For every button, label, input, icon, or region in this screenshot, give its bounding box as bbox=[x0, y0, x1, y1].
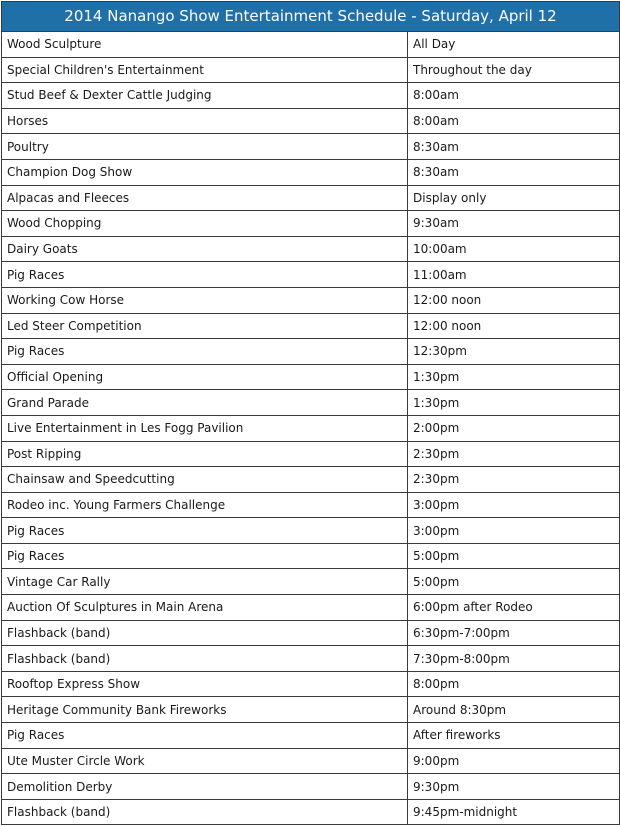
table-row bbox=[2, 57, 619, 83]
table-row bbox=[2, 441, 619, 467]
table-row bbox=[2, 313, 619, 339]
schedule-rows bbox=[2, 32, 619, 824]
schedule-table bbox=[2, 32, 619, 824]
event-cell: Rodeo inc. Young Farmers Challenge bbox=[2, 492, 408, 518]
time-cell: 9:45pm-midnight bbox=[408, 799, 620, 824]
time-cell: 3:00pm bbox=[408, 518, 620, 544]
table-row bbox=[2, 108, 619, 134]
event-cell: Stud Beef & Dexter Cattle Judging bbox=[2, 83, 408, 109]
event-cell: Alpacas and Fleeces bbox=[2, 185, 408, 211]
table-row bbox=[2, 83, 619, 109]
event-cell: Flashback (band) bbox=[2, 620, 408, 646]
time-cell: Around 8:30pm bbox=[408, 697, 620, 723]
event-cell: Pig Races bbox=[2, 543, 408, 569]
event-cell: Heritage Community Bank Fireworks bbox=[2, 697, 408, 723]
time-cell: After fireworks bbox=[408, 723, 620, 749]
time-cell: Display only bbox=[408, 185, 620, 211]
event-cell: Ute Muster Circle Work bbox=[2, 748, 408, 774]
table-row bbox=[2, 364, 619, 390]
table-row bbox=[2, 543, 619, 569]
table-row bbox=[2, 518, 619, 544]
table-row bbox=[2, 287, 619, 313]
event-cell: Horses bbox=[2, 108, 408, 134]
time-cell: 2:30pm bbox=[408, 467, 620, 493]
time-cell: 8:30am bbox=[408, 159, 620, 185]
time-cell: 9:00pm bbox=[408, 748, 620, 774]
event-cell: Post Ripping bbox=[2, 441, 408, 467]
event-cell: Special Children's Entertainment bbox=[2, 57, 408, 83]
time-cell: 12:00 noon bbox=[408, 313, 620, 339]
table-row bbox=[2, 620, 619, 646]
table-row bbox=[2, 697, 619, 723]
table-row bbox=[2, 134, 619, 160]
event-cell: Wood Chopping bbox=[2, 211, 408, 237]
event-cell: Led Steer Competition bbox=[2, 313, 408, 339]
table-row bbox=[2, 799, 619, 824]
table-row bbox=[2, 492, 619, 518]
table-row bbox=[2, 723, 619, 749]
table-row bbox=[2, 671, 619, 697]
time-cell: Throughout the day bbox=[408, 57, 620, 83]
table-row bbox=[2, 748, 619, 774]
event-cell: Flashback (band) bbox=[2, 799, 408, 824]
table-row bbox=[2, 390, 619, 416]
event-cell: Vintage Car Rally bbox=[2, 569, 408, 595]
time-cell: 12:00 noon bbox=[408, 287, 620, 313]
time-cell: 12:30pm bbox=[408, 339, 620, 365]
event-cell: Pig Races bbox=[2, 723, 408, 749]
time-cell: 8:00am bbox=[408, 108, 620, 134]
table-row bbox=[2, 339, 619, 365]
event-cell: Demolition Derby bbox=[2, 774, 408, 800]
time-cell: 5:00pm bbox=[408, 543, 620, 569]
event-cell: Grand Parade bbox=[2, 390, 408, 416]
event-cell: Champion Dog Show bbox=[2, 159, 408, 185]
time-cell: 6:30pm-7:00pm bbox=[408, 620, 620, 646]
time-cell: 9:30am bbox=[408, 211, 620, 237]
table-row bbox=[2, 159, 619, 185]
event-cell: Pig Races bbox=[2, 518, 408, 544]
table-row bbox=[2, 415, 619, 441]
event-cell: Chainsaw and Speedcutting bbox=[2, 467, 408, 493]
time-cell: 2:30pm bbox=[408, 441, 620, 467]
table-row bbox=[2, 32, 619, 57]
schedule-table-container bbox=[1, 1, 620, 825]
table-row bbox=[2, 211, 619, 237]
event-cell: Pig Races bbox=[2, 262, 408, 288]
time-cell: 8:00am bbox=[408, 83, 620, 109]
table-row bbox=[2, 236, 619, 262]
event-cell: Dairy Goats bbox=[2, 236, 408, 262]
time-cell: 8:00pm bbox=[408, 671, 620, 697]
table-row bbox=[2, 646, 619, 672]
event-cell: Official Opening bbox=[2, 364, 408, 390]
event-cell: Pig Races bbox=[2, 339, 408, 365]
event-cell: Auction Of Sculptures in Main Arena bbox=[2, 595, 408, 621]
event-cell: Wood Sculpture bbox=[2, 32, 408, 57]
event-cell: Flashback (band) bbox=[2, 646, 408, 672]
table-row bbox=[2, 774, 619, 800]
table-row bbox=[2, 185, 619, 211]
time-cell: 6:00pm after Rodeo bbox=[408, 595, 620, 621]
time-cell: 10:00am bbox=[408, 236, 620, 262]
table-row bbox=[2, 595, 619, 621]
time-cell: 9:30pm bbox=[408, 774, 620, 800]
table-row bbox=[2, 467, 619, 493]
event-cell: Rooftop Express Show bbox=[2, 671, 408, 697]
table-row bbox=[2, 569, 619, 595]
time-cell: 1:30pm bbox=[408, 390, 620, 416]
schedule-title: 2014 Nanango Show Entertainment Schedule - Saturday, April 12 bbox=[2, 2, 619, 32]
time-cell: 7:30pm-8:00pm bbox=[408, 646, 620, 672]
event-cell: Poultry bbox=[2, 134, 408, 160]
event-cell: Live Entertainment in Les Fogg Pavilion bbox=[2, 415, 408, 441]
time-cell: 3:00pm bbox=[408, 492, 620, 518]
time-cell: 1:30pm bbox=[408, 364, 620, 390]
time-cell: 2:00pm bbox=[408, 415, 620, 441]
event-cell: Working Cow Horse bbox=[2, 287, 408, 313]
time-cell: 8:30am bbox=[408, 134, 620, 160]
time-cell: 5:00pm bbox=[408, 569, 620, 595]
time-cell: 11:00am bbox=[408, 262, 620, 288]
table-row bbox=[2, 262, 619, 288]
time-cell: All Day bbox=[413, 37, 456, 52]
